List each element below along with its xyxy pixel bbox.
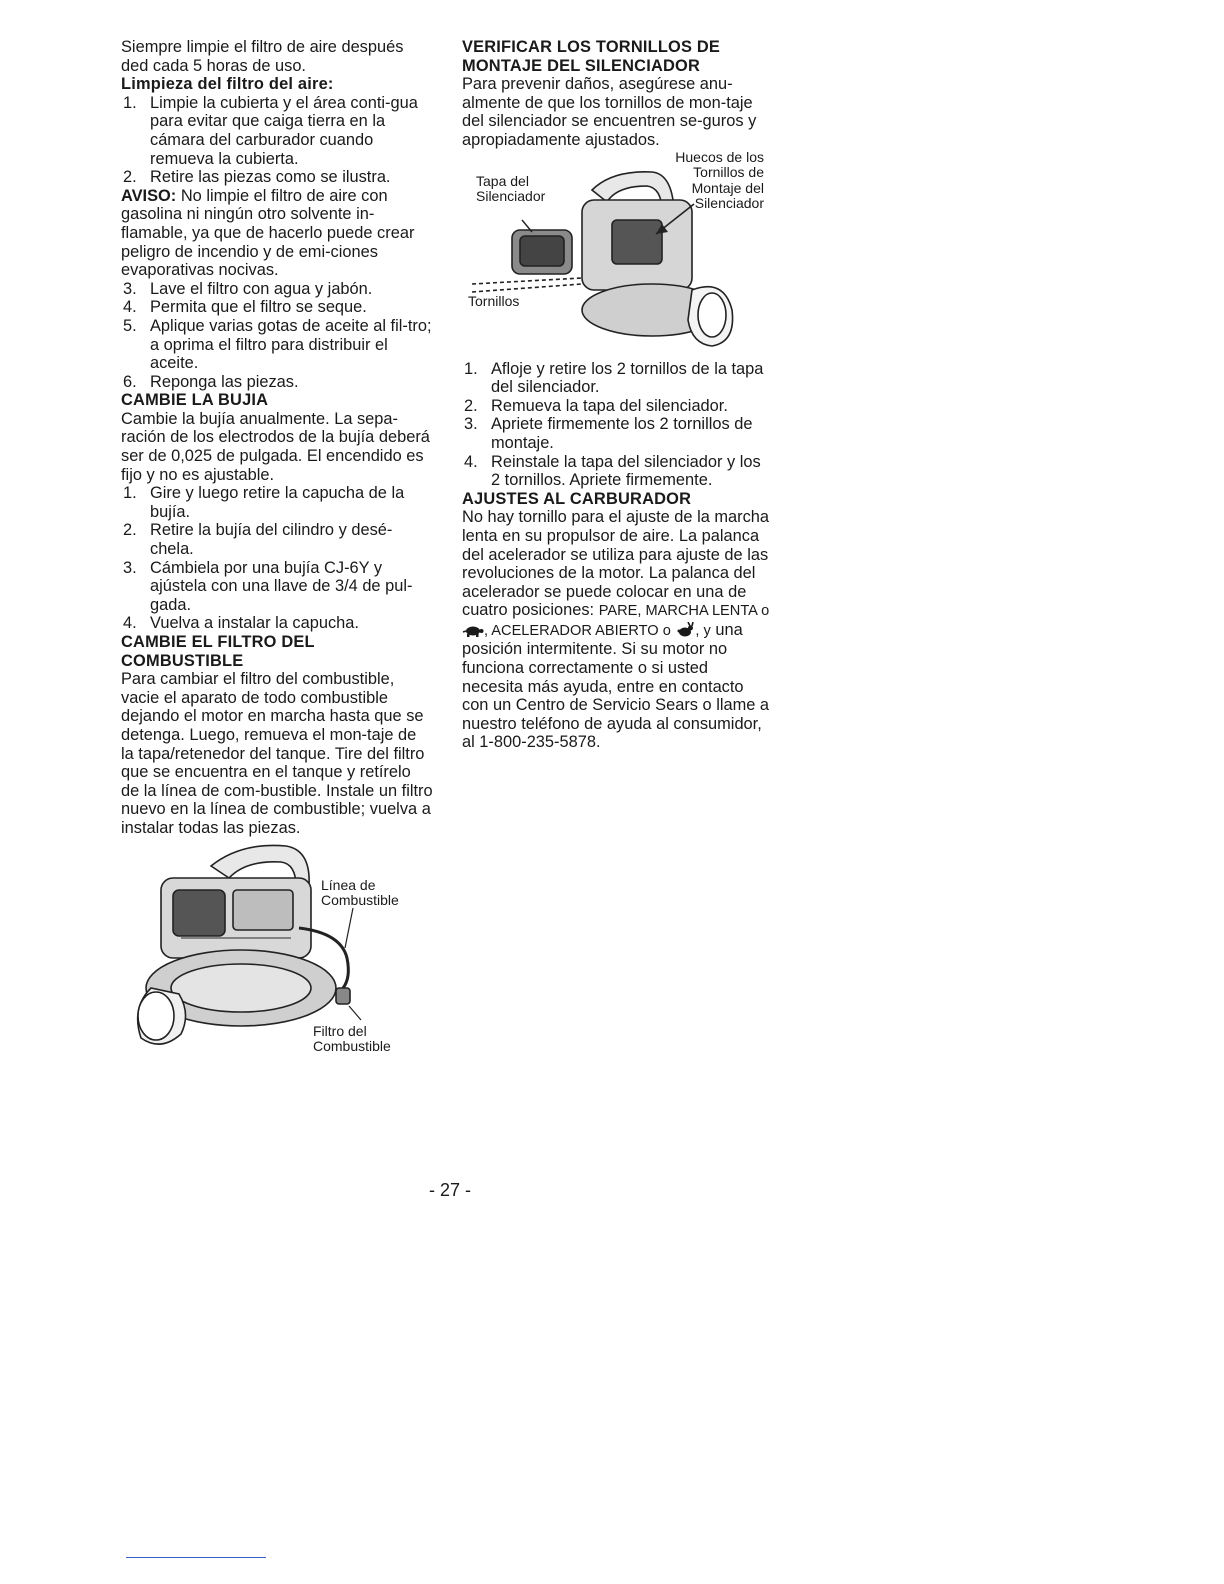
air-filter-heading: Limpieza del filtro del aire:: [121, 75, 334, 94]
air-filter-steps-a: [121, 94, 433, 187]
muffler-steps: [462, 360, 772, 490]
list-item: 1. Gire y luego retire la capucha de la bujía.: [123, 484, 405, 521]
warning-note: [121, 187, 433, 280]
left-column: [121, 38, 433, 1060]
right-column: [462, 38, 772, 752]
list-item: 2. Remueva la tapa del silenciador.: [464, 396, 728, 415]
carburetor-text: No hay tornillo para el ajuste de la marcha lenta en su propulsor de aire. La palanca del acelerador se utiliza para ajuste de las revoluciones de la motor. La palanca del acelerador se puede colocar en una de cuatro posiciones: PARE, MARCHA LENTA o , ACELERADOR ABIERTO o , y una posición intermitente. Si su motor no funciona correctamente o si usted necesita más ayuda, entre en contacto con un Centro de Servicio Sears o llame a nuestro teléfono de ayuda al consumidor, al 1-800-235-5878.: [462, 508, 770, 752]
fuel-filter-text: Para cambiar el filtro del combustible, vacie el aparato de todo combustible dejando el motor en marcha hasta que se detenga. Luego, remueva el mon-taje de la tapa/retenedor del tanque. Tire del filtro que se encuentra en el tanque y retírelo de la línea de com-bustible. Instale un filtro nuevo en la línea de combustible; vuelva a instalar todas las piezas.: [121, 670, 433, 837]
fuel-line-label: Línea de Combustible: [321, 876, 399, 909]
screws-label: Tornillos: [468, 292, 520, 309]
spark-plug-steps: [121, 484, 433, 633]
spark-plug-text: Cambie la bujía anualmente. La sepa-ración de los electrodos de la bujía deberá ser de 0,025 de pulgada. El encendido es fijo y no es ajustable.: [121, 409, 430, 484]
muffler-holes-label: Huecos de los Tornillos de Montaje del Silenciador: [675, 148, 764, 212]
list-item: 1. Limpie la cubierta y el área conti-gua para evitar que caiga tierra en la cámara del carburador cuando remueva la cubierta.: [123, 93, 418, 168]
carburetor-heading: AJUSTES AL CARBURADOR: [462, 489, 692, 508]
list-item: 4. Permita que el filtro se seque.: [123, 298, 367, 317]
page-number: - 27 -: [428, 1180, 471, 1200]
list-item: 5. Aplique varias gotas de aceite al fil-tro; a oprima el filtro para distribuir el aceite.: [123, 316, 432, 373]
air-filter-steps-b: [121, 280, 433, 392]
muffler-figure: [462, 150, 772, 360]
muffler-screws-heading: VERIFICAR LOS TORNILLOS DE MONTAJE DEL SILENCIADOR: [462, 38, 721, 75]
list-item: 3. Apriete firmemente los 2 tornillos de montaje.: [464, 415, 753, 452]
muffler-cover-label: Tapa del Silenciador: [476, 172, 546, 205]
list-item: 2. Retire la bujía del cilindro y desé-chela.: [123, 521, 393, 559]
turtle-icon: [462, 624, 484, 638]
fuel-filter-heading: CAMBIE EL FILTRO DEL COMBUSTIBLE: [121, 633, 315, 670]
list-item: 3. Lave el filtro con agua y jabón.: [123, 279, 373, 298]
warning-label: AVISO:: [121, 186, 177, 205]
footer-rule: [126, 1557, 266, 1558]
fuel-filter-figure: [121, 838, 433, 1060]
air-filter-intro: Siempre limpie el filtro de aire después ded cada 5 horas de uso.: [121, 38, 404, 75]
spark-plug-heading: CAMBIE LA BUJIA: [121, 391, 269, 410]
muffler-screws-text: Para prevenir daños, asegúrese anu-almente de que los tornillos de mon-taje del silenciador se encuentren se-guros y apropiadamente ajustados.: [462, 75, 757, 149]
list-item: 4. Reinstale la tapa del silenciador y los 2 tornillos. Apriete firmemente.: [464, 452, 761, 490]
list-item: 6. Reponga las piezas.: [123, 372, 299, 391]
list-item: 3. Cámbiela por una bujía CJ-6Y y ajústela con una llave de 3/4 de pul-gada.: [123, 558, 413, 614]
list-item: 4. Vuelva a instalar la capucha.: [123, 614, 359, 633]
list-item: 2. Retire las piezas como se ilustra.: [123, 168, 391, 187]
list-item: 1. Afloje y retire los 2 tornillos de la tapa del silenciador.: [464, 359, 764, 397]
warning-text: No limpie el filtro de aire con gasolina ni ningún otro solvente in-flamable, ya que de hacerlo puede crear peligro de incendio y de emi-ciones evaporativas nocivas.: [121, 186, 415, 280]
fuel-filter-label: Filtro del Combustible: [313, 1022, 391, 1055]
rabbit-icon: [675, 622, 695, 638]
